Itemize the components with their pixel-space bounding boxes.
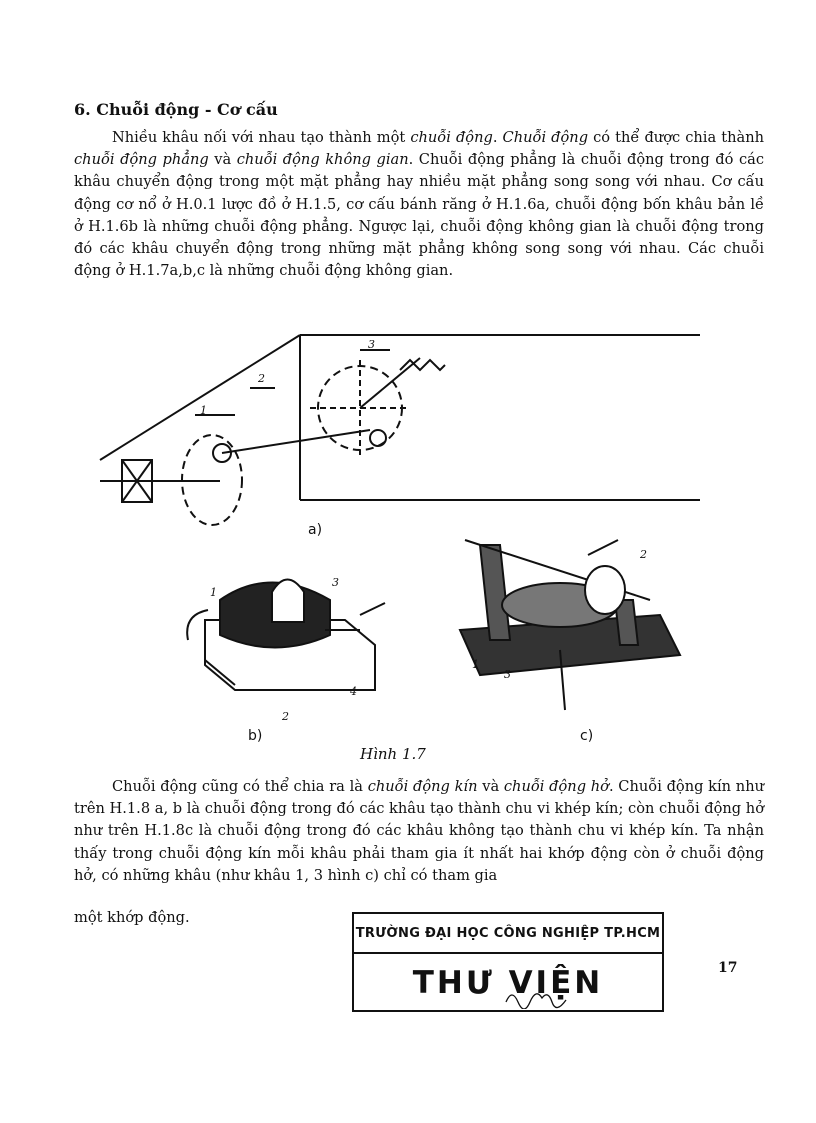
arrow-line <box>588 540 618 555</box>
label-1: 1 <box>200 404 207 417</box>
text-run: và <box>208 151 237 169</box>
shaft-line <box>360 358 420 408</box>
label-3: 3 <box>504 668 511 681</box>
left-support <box>480 545 510 640</box>
figure-caption: Hình 1.7 <box>360 745 426 763</box>
italic-term: chuỗi động kín <box>367 778 478 795</box>
text-run: Nhiều khâu nối với nhau tạo thành một <box>112 129 411 146</box>
cam-disk <box>272 580 304 623</box>
label-3: 3 <box>332 576 339 589</box>
stamp-university-name: TRƯỜNG ĐẠI HỌC CÔNG NGHIỆP TP.HCM <box>354 914 662 954</box>
page-number: 17 <box>718 960 738 976</box>
label-2: 2 <box>640 548 647 561</box>
paragraph-closed-open-chains <box>74 776 764 887</box>
paragraph-spatial-chains <box>74 127 764 282</box>
italic-term: chuỗi động không gian <box>236 151 409 169</box>
text-run: Chuỗi động cũng có thể chia ra là <box>112 778 368 795</box>
label-4: 4 <box>350 685 357 698</box>
handwritten-mark <box>504 987 574 1009</box>
connecting-rod <box>222 430 370 453</box>
italic-term: chuỗi động phẳng <box>74 151 209 169</box>
text-run: . Chuỗi động phẳng là chuỗi động trong đó các khâu chuyển động trong một mặt phẳng hay nhiều mặt phẳng song song với nhau. Cơ cấu động cơ nổ ở H.0.1 lược đồ ở H.1.5, cơ cấu bánh răng ở H.1.6a, chuỗi động bốn khâu bản lề ở H.1.6b là những chuỗi động phẳng. Ngược lại, chuỗi động không gian là chuỗi động trong đó các khâu chuyển động trong những mặt phẳng không song song với nhau. Các chuỗi động ở H.1.7a,b,c là những chuỗi động không gian. <box>74 151 764 280</box>
text-run: có thể được chia thành <box>588 129 764 146</box>
sub-label-c: c) <box>580 728 594 744</box>
text-run: và <box>477 778 504 795</box>
section-heading: 6. Chuỗi động - Cơ cấu <box>74 100 278 119</box>
label-1: 1 <box>472 658 479 671</box>
stamp-title <box>354 954 662 1012</box>
italic-term: Chuỗi động <box>502 129 589 146</box>
arrow-line <box>360 603 385 615</box>
text-run: . <box>492 129 503 146</box>
label-2: 2 <box>282 710 289 723</box>
figure-1-7 <box>60 330 760 780</box>
drawing-a <box>100 335 700 525</box>
roller-wheel <box>585 566 625 614</box>
italic-term: chuỗi động <box>410 129 493 146</box>
label-2: 2 <box>258 372 265 385</box>
figure-drawings <box>60 330 760 780</box>
labels-a <box>200 338 375 417</box>
text-run: . Chuỗi động kín như trên H.1.8 a, b là chuỗi động trong đó các khâu tạo thành chu vi khép kín; còn chuỗi động hở như trên H.1.8c là chuỗi động trong đó các khâu không tạo thành chu vi khép kín. Ta nhận thấy trong chuỗi động kín mỗi khâu phải tham gia ít nhất hai khớp động còn ở chuỗi động hở, có những khâu (như khâu 1, 3 hình c) chỉ có tham gia <box>74 778 764 884</box>
italic-term: chuỗi động hở <box>503 778 609 795</box>
paragraph-last-line: một khớp động. <box>74 909 190 926</box>
library-stamp <box>352 912 664 1012</box>
sub-label-a: a) <box>308 522 323 538</box>
drawing-c <box>460 540 680 710</box>
label-3: 3 <box>368 338 375 351</box>
wall-edge-line <box>100 335 300 460</box>
sub-label-b: b) <box>248 728 263 744</box>
stamp-title-text: THƯ VIỆN <box>412 965 604 1001</box>
label-1: 1 <box>210 586 217 599</box>
